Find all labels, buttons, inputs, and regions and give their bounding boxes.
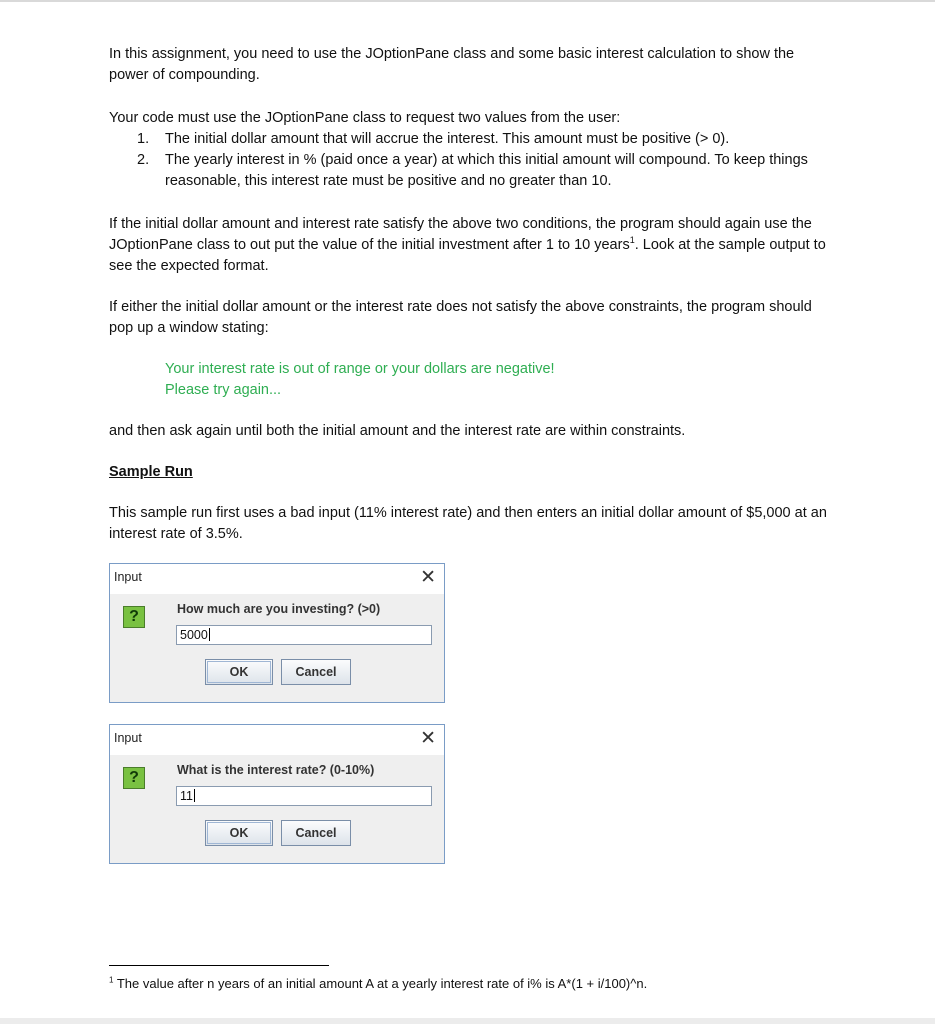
list-number: 2. (137, 152, 150, 168)
page-bottom-edge (0, 1018, 935, 1024)
top-rule (0, 0, 935, 2)
list-item (109, 150, 829, 192)
footnote (109, 975, 647, 993)
sample-description: This sample run first uses a bad input (11% interest rate) and then enters an initial dollar amount of $5,000 at an interest rate of 3.5%. (109, 505, 827, 542)
question-icon: ? (123, 767, 145, 789)
question-icon: ? (123, 606, 145, 628)
dialog-prompt: How much are you investing? (>0) (177, 602, 381, 616)
conditions-paragraph (109, 214, 829, 277)
document-body (109, 44, 829, 545)
input-dialog-amount (109, 563, 445, 703)
intro-paragraph: In this assignment, you need to use the JOptionPane class and some basic interest calculation to show the power of compounding. (109, 46, 795, 83)
conditions-text: If the initial dollar amount and interest rate satisfy the above two conditions, the program should again use the JOptionPane class to out put the value of the initial investment after 1 to 10 years (109, 216, 812, 253)
footnote-ref: 1 (629, 235, 635, 246)
error-message-example (165, 359, 829, 401)
dialog-prompt: What is the interest rate? (0-10%) (177, 763, 375, 777)
cancel-button[interactable]: Cancel (281, 659, 351, 685)
sample-run-heading: Sample Run (109, 464, 193, 480)
list-item-text: The initial dollar amount that will accrue the interest. This amount must be positive (> 0). (165, 131, 730, 147)
ok-button[interactable]: OK (205, 659, 273, 685)
list-item (109, 129, 829, 150)
error-message-line2: Please try again... (165, 382, 282, 398)
list-number: 1. (137, 131, 150, 147)
list-item-text: The yearly interest in % (paid once a year) at which this initial amount will compound. To keep things reasonable, this interest rate must be positive and no greater than 10. (165, 152, 808, 189)
ok-button[interactable]: OK (205, 820, 273, 846)
either-paragraph: If either the initial dollar amount or the interest rate does not satisfy the above constraints, the program should pop up a window stating: (109, 299, 812, 336)
footnote-separator (109, 965, 329, 966)
amount-input[interactable] (176, 625, 432, 645)
conditions-text-end: . Look at the sample output to see the expected format. (109, 237, 826, 274)
text-caret (209, 628, 210, 641)
dialog-title: Input (114, 570, 142, 584)
amount-input-value: 5000 (180, 628, 208, 642)
input-dialog-rate (109, 724, 445, 864)
footnote-text: The value after n years of an initial amount A at a yearly interest rate of i% is A*(1 + i/100)^n. (116, 976, 648, 991)
footnote-number: 1 (109, 975, 114, 985)
error-message-line1: Your interest rate is out of range or your dollars are negative! (165, 361, 555, 377)
dialog-titlebar (110, 564, 444, 594)
requirements-lead: Your code must use the JOptionPane class to request two values from the user: (109, 110, 621, 126)
close-icon[interactable]: ✕ (420, 728, 436, 749)
cancel-button[interactable]: Cancel (281, 820, 351, 846)
dialog-titlebar (110, 725, 444, 755)
rate-input[interactable] (176, 786, 432, 806)
requirements-list (109, 129, 829, 192)
dialog-title: Input (114, 731, 142, 745)
close-icon[interactable]: ✕ (420, 567, 436, 588)
text-caret (194, 789, 195, 802)
then-paragraph: and then ask again until both the initial amount and the interest rate are within constraints. (109, 423, 686, 439)
rate-input-value: 11 (180, 789, 193, 803)
